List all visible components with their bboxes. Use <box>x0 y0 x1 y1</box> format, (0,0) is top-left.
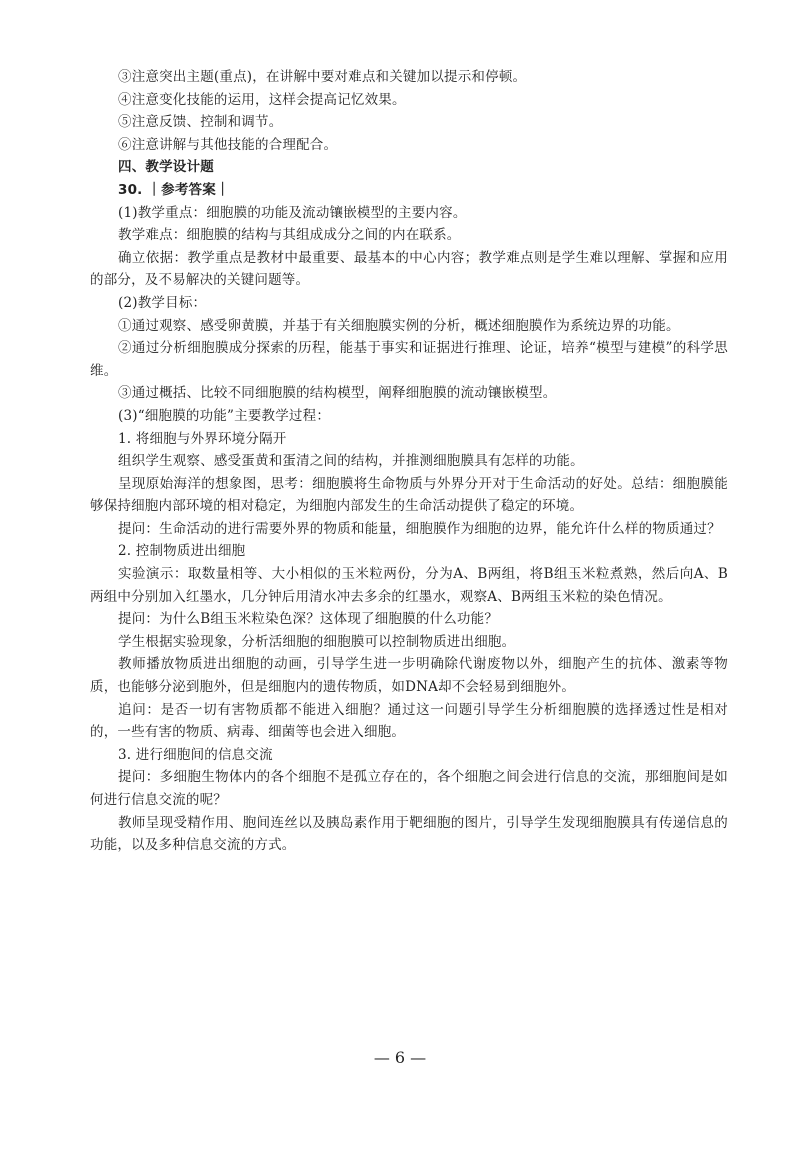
text-line: (1)教学重点：细胞膜的功能及流动镶嵌模型的主要内容。 <box>118 204 467 221</box>
text-paragraph: 确立依据：教学重点是教材中最重要、最基本的中心内容；教学难点则是学生难以理解、掌握和应用的部分，及不易解决的关键问题等。 <box>90 249 728 289</box>
section-heading: 四、教学设计题 <box>118 159 214 176</box>
text-line: (3)“细胞膜的功能”主要教学过程： <box>118 407 331 424</box>
subheading: 1. 将细胞与外界环境分隔开 <box>118 430 287 447</box>
text-line: 学生根据实验现象，分析活细胞的细胞膜可以控制物质进出细胞。 <box>118 633 516 650</box>
text-line: ③注意突出主题(重点)，在讲解中要对难点和关键加以提示和停顿。 <box>118 69 527 85</box>
answer-label: 30. ｜参考答案｜ <box>118 181 230 198</box>
text-paragraph: 教师播放物质进出细胞的动画，引导学生进一步明确除代谢废物以外，细胞产生的抗体、激素等物质，也能够分泌到胞外，但是细胞内的遗传物质，如DNA却不会轻易到细胞外。 <box>90 656 728 696</box>
subheading: 2. 控制物质进出细胞 <box>118 543 246 560</box>
page-number: — 6 — <box>373 1048 427 1067</box>
text-line: ⑥注意讲解与其他技能的合理配合。 <box>118 136 338 153</box>
text-line: ④注意变化技能的运用，这样会提高记忆效果。 <box>118 91 406 108</box>
text-line: ⑤注意反馈、控制和调节。 <box>118 114 283 131</box>
text-paragraph: 实验演示：取数量相等、大小相似的玉米粒两份，分为A、B两组，将B组玉米粒煮熟，然后向A、B两组中分别加入红墨水，几分钟后用清水冲去多余的红墨水，观察A、B两组玉米粒的染色情况。 <box>90 566 728 605</box>
text-paragraph: 提问：多细胞生物体内的各个细胞不是孤立存在的，各个细胞之间会进行信息的交流，那细胞间是如何进行信息交流的呢？ <box>90 769 728 808</box>
subheading: 3. 进行细胞间的信息交流 <box>118 746 273 763</box>
text-line: 提问：为什么B组玉米粒染色深？这体现了细胞膜的什么功能？ <box>118 611 499 628</box>
text-paragraph: 追问：是否一切有害物质都不能进入细胞？通过这一问题引导学生分析细胞膜的选择透过性是相对的，一些有害的物质、病毒、细菌等也会进入细胞。 <box>90 701 728 741</box>
text-line: 组织学生观察、感受蛋黄和蛋清之间的结构，并推测细胞膜具有怎样的功能。 <box>118 453 584 470</box>
text-line: ③通过概括、比较不同细胞膜的结构模型，阐释细胞膜的流动镶嵌模型。 <box>118 385 557 402</box>
text-paragraph: 呈现原始海洋的想象图，思考：细胞膜将生命物质与外界分开对于生命活动的好处。总结：细胞膜能够保持细胞内部环境的相对稳定，为细胞内部发生的生命活动提供了稳定的环境。 <box>90 475 728 515</box>
text-paragraph: 教师呈现受精作用、胞间连丝以及胰岛素作用于靶细胞的图片，引导学生发现细胞膜具有传递信息的功能，以及多种信息交流的方式。 <box>90 814 728 854</box>
document-body <box>90 66 728 857</box>
text-line: 提问：生命活动的进行需要外界的物质和能量，细胞膜作为细胞的边界，能允许什么样的物质通过？ <box>118 520 721 537</box>
text-line: ①通过观察、感受卵黄膜，并基于有关细胞膜实例的分析，概述细胞膜作为系统边界的功能。 <box>118 317 680 334</box>
text-line: 教学难点：细胞膜的结构与其组成成分之间的内在联系。 <box>118 227 461 244</box>
text-line: ②通过分析细胞膜成分探索的历程，能基于事实和证据进行推理、论证，培养“模型与建模”的科学思维。 <box>90 340 728 379</box>
text-line: (2)教学目标： <box>118 294 207 311</box>
